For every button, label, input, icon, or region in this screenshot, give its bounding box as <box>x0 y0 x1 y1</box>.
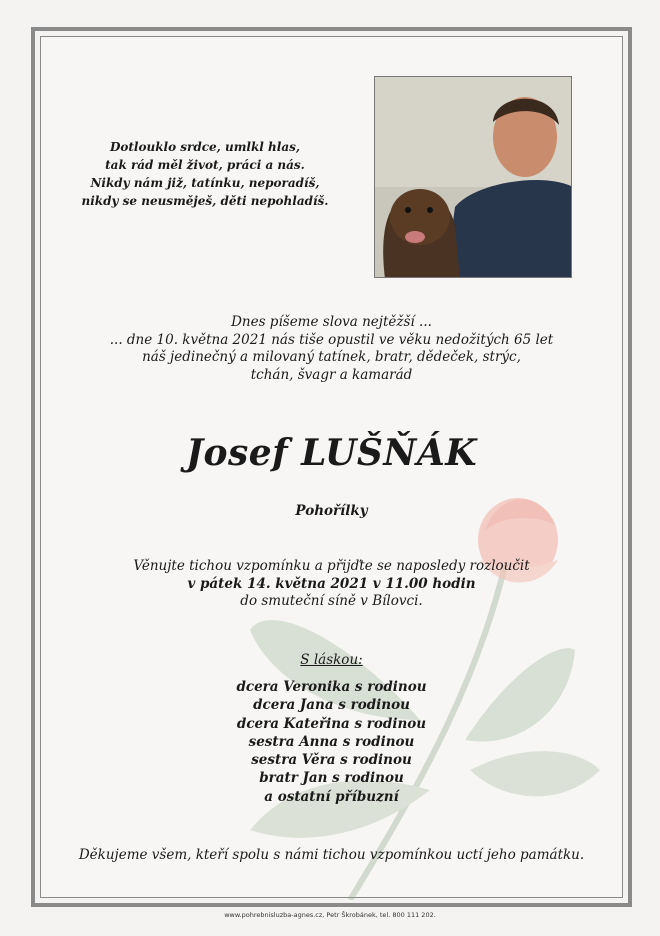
mourner-item: dcera Veronika s rodinou <box>236 679 427 695</box>
poem <box>70 138 340 210</box>
mourner-item: bratr Jan s rodinou <box>259 770 404 787</box>
deceased-name: Josef LUŠŇÁK <box>185 432 478 474</box>
footer-contact: www.pohrebnisluzba-agnes.cz, Petr Škrobánek, tel. 800 111 202. <box>224 911 436 919</box>
poem-line: tak rád měl život, práci a nás. <box>105 158 305 172</box>
intro-block <box>40 314 623 384</box>
mourner-item: a ostatní příbuzní <box>264 788 399 805</box>
mourner-item: sestra Věra s rodinou <box>251 752 412 769</box>
intro-line: Dnes píšeme slova nejtěžší ... <box>231 314 432 330</box>
mourners-list <box>40 678 623 806</box>
hometown: Pohořílky <box>295 503 368 519</box>
mourner-item: sestra Anna s rodinou <box>248 733 415 750</box>
intro-line: tchán, švagr a kamarád <box>250 366 413 383</box>
with-love-heading: S láskou: <box>300 652 363 668</box>
funeral-venue-line: do smuteční síně v Bílovci. <box>240 593 423 609</box>
poem-line: nikdy se neusměješ, děti nepohladíš. <box>81 194 329 208</box>
intro-line: ... dne 10. května 2021 nás tiše opustil ve věku nedožitých 65 let <box>109 331 554 348</box>
funeral-date-line: v pátek 14. května 2021 v 11.00 hodin <box>187 575 476 592</box>
poem-line: Dotlouklo srdce, umlkl hlas, <box>109 140 301 154</box>
funeral-info <box>40 558 623 611</box>
poem-line: Nikdy nám již, tatínku, neporadíš, <box>90 176 320 190</box>
thanks-line: Děkujeme všem, kteří spolu s námi tichou vzpomínkou uctí jeho památku. <box>78 847 585 863</box>
portrait-photo <box>374 76 572 278</box>
mourner-item: dcera Jana s rodinou <box>253 697 410 714</box>
mourner-item: dcera Kateřina s rodinou <box>236 715 427 732</box>
funeral-invite-line: Věnujte tichou vzpomínku a přijďte se naposledy rozloučit <box>133 558 530 574</box>
intro-line: náš jedinečný a milovaný tatínek, bratr, dědeček, strýc, <box>142 349 521 365</box>
